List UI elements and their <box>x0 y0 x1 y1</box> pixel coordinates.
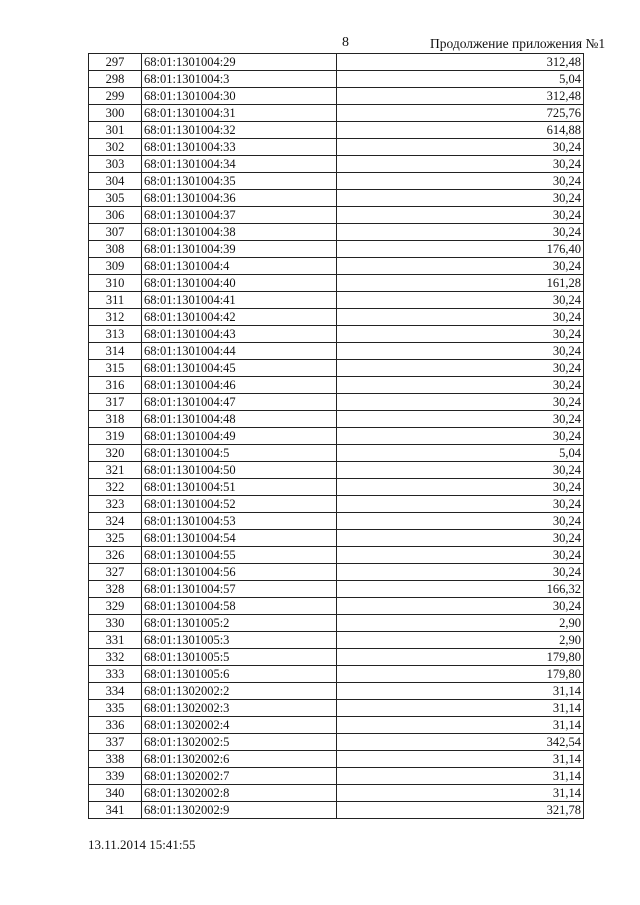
cadastral-number-cell: 68:01:1301004:49 <box>142 428 337 445</box>
area-value-cell: 30,24 <box>337 360 584 377</box>
table-row <box>89 751 584 768</box>
cadastral-number-cell: 68:01:1302002:6 <box>142 751 337 768</box>
cadastral-number-cell: 68:01:1301004:53 <box>142 513 337 530</box>
row-number-cell: 330 <box>89 615 142 632</box>
row-number-cell: 335 <box>89 700 142 717</box>
table-row <box>89 615 584 632</box>
row-number-cell: 322 <box>89 479 142 496</box>
row-number-cell: 325 <box>89 530 142 547</box>
table-row <box>89 802 584 819</box>
area-value-cell: 342,54 <box>337 734 584 751</box>
row-number-cell: 303 <box>89 156 142 173</box>
cadastral-number-cell: 68:01:1301004:3 <box>142 71 337 88</box>
table-row <box>89 513 584 530</box>
cadastral-number-cell: 68:01:1301004:34 <box>142 156 337 173</box>
area-value-cell: 31,14 <box>337 717 584 734</box>
table-row <box>89 258 584 275</box>
table-row <box>89 190 584 207</box>
cadastral-number-cell: 68:01:1301004:47 <box>142 394 337 411</box>
table-row <box>89 445 584 462</box>
row-number-cell: 326 <box>89 547 142 564</box>
table-row <box>89 224 584 241</box>
cadastral-number-cell: 68:01:1301004:38 <box>142 224 337 241</box>
table-row <box>89 547 584 564</box>
row-number-cell: 298 <box>89 71 142 88</box>
registry-table-body <box>89 54 584 819</box>
print-timestamp: 13.11.2014 15:41:55 <box>88 837 196 852</box>
table-row <box>89 479 584 496</box>
cadastral-number-cell: 68:01:1301004:37 <box>142 207 337 224</box>
table-row <box>89 785 584 802</box>
row-number-cell: 297 <box>89 54 142 71</box>
table-row <box>89 411 584 428</box>
area-value-cell: 166,32 <box>337 581 584 598</box>
cadastral-number-cell: 68:01:1301004:55 <box>142 547 337 564</box>
row-number-cell: 309 <box>89 258 142 275</box>
row-number-cell: 310 <box>89 275 142 292</box>
table-row <box>89 54 584 71</box>
row-number-cell: 316 <box>89 377 142 394</box>
cadastral-number-cell: 68:01:1301004:50 <box>142 462 337 479</box>
row-number-cell: 306 <box>89 207 142 224</box>
area-value-cell: 30,24 <box>337 428 584 445</box>
row-number-cell: 332 <box>89 649 142 666</box>
cadastral-number-cell: 68:01:1301004:4 <box>142 258 337 275</box>
area-value-cell: 30,24 <box>337 547 584 564</box>
area-value-cell: 179,80 <box>337 666 584 683</box>
area-value-cell: 30,24 <box>337 309 584 326</box>
area-value-cell: 2,90 <box>337 615 584 632</box>
cadastral-number-cell: 68:01:1302002:8 <box>142 785 337 802</box>
area-value-cell: 2,90 <box>337 632 584 649</box>
cadastral-number-cell: 68:01:1301004:57 <box>142 581 337 598</box>
area-value-cell: 30,24 <box>337 173 584 190</box>
cadastral-number-cell: 68:01:1301004:48 <box>142 411 337 428</box>
area-value-cell: 30,24 <box>337 343 584 360</box>
area-value-cell: 179,80 <box>337 649 584 666</box>
cadastral-number-cell: 68:01:1301005:5 <box>142 649 337 666</box>
area-value-cell: 176,40 <box>337 241 584 258</box>
area-value-cell: 30,24 <box>337 326 584 343</box>
cadastral-number-cell: 68:01:1301004:43 <box>142 326 337 343</box>
area-value-cell: 30,24 <box>337 377 584 394</box>
area-value-cell: 30,24 <box>337 496 584 513</box>
row-number-cell: 339 <box>89 768 142 785</box>
table-row <box>89 241 584 258</box>
table-row <box>89 462 584 479</box>
cadastral-number-cell: 68:01:1301004:51 <box>142 479 337 496</box>
row-number-cell: 340 <box>89 785 142 802</box>
row-number-cell: 333 <box>89 666 142 683</box>
row-number-cell: 313 <box>89 326 142 343</box>
row-number-cell: 305 <box>89 190 142 207</box>
table-row <box>89 632 584 649</box>
area-value-cell: 5,04 <box>337 445 584 462</box>
table-row <box>89 598 584 615</box>
cadastral-number-cell: 68:01:1301004:44 <box>142 343 337 360</box>
table-row <box>89 173 584 190</box>
cadastral-number-cell: 68:01:1301004:36 <box>142 190 337 207</box>
row-number-cell: 323 <box>89 496 142 513</box>
table-row <box>89 207 584 224</box>
table-row <box>89 564 584 581</box>
row-number-cell: 320 <box>89 445 142 462</box>
area-value-cell: 30,24 <box>337 139 584 156</box>
appendix-continuation-label: Продолжение приложения №1 <box>430 36 606 51</box>
row-number-cell: 312 <box>89 309 142 326</box>
area-value-cell: 30,24 <box>337 513 584 530</box>
cadastral-number-cell: 68:01:1301004:52 <box>142 496 337 513</box>
cadastral-number-cell: 68:01:1301004:30 <box>142 88 337 105</box>
table-row <box>89 683 584 700</box>
table-row <box>89 343 584 360</box>
cadastral-number-cell: 68:01:1301004:45 <box>142 360 337 377</box>
cadastral-number-cell: 68:01:1301004:54 <box>142 530 337 547</box>
cadastral-number-cell: 68:01:1302002:3 <box>142 700 337 717</box>
area-value-cell: 161,28 <box>337 275 584 292</box>
cadastral-number-cell: 68:01:1301004:40 <box>142 275 337 292</box>
row-number-cell: 331 <box>89 632 142 649</box>
row-number-cell: 336 <box>89 717 142 734</box>
table-row <box>89 309 584 326</box>
row-number-cell: 315 <box>89 360 142 377</box>
area-value-cell: 30,24 <box>337 462 584 479</box>
row-number-cell: 304 <box>89 173 142 190</box>
row-number-cell: 318 <box>89 411 142 428</box>
cadastral-number-cell: 68:01:1301004:5 <box>142 445 337 462</box>
area-value-cell: 30,24 <box>337 258 584 275</box>
cadastral-number-cell: 68:01:1301004:42 <box>142 309 337 326</box>
row-number-cell: 317 <box>89 394 142 411</box>
area-value-cell: 725,76 <box>337 105 584 122</box>
cadastral-number-cell: 68:01:1302002:7 <box>142 768 337 785</box>
area-value-cell: 31,14 <box>337 751 584 768</box>
area-value-cell: 30,24 <box>337 207 584 224</box>
table-row <box>89 496 584 513</box>
row-number-cell: 341 <box>89 802 142 819</box>
table-row <box>89 666 584 683</box>
row-number-cell: 321 <box>89 462 142 479</box>
row-number-cell: 301 <box>89 122 142 139</box>
cadastral-number-cell: 68:01:1301004:33 <box>142 139 337 156</box>
cadastral-number-cell: 68:01:1301004:32 <box>142 122 337 139</box>
table-row <box>89 156 584 173</box>
row-number-cell: 311 <box>89 292 142 309</box>
row-number-cell: 302 <box>89 139 142 156</box>
table-row <box>89 139 584 156</box>
row-number-cell: 338 <box>89 751 142 768</box>
cadastral-number-cell: 68:01:1301004:46 <box>142 377 337 394</box>
row-number-cell: 328 <box>89 581 142 598</box>
area-value-cell: 31,14 <box>337 768 584 785</box>
cadastral-number-cell: 68:01:1301004:41 <box>142 292 337 309</box>
area-value-cell: 30,24 <box>337 530 584 547</box>
table-row <box>89 428 584 445</box>
cadastral-number-cell: 68:01:1301004:35 <box>142 173 337 190</box>
table-row <box>89 71 584 88</box>
area-value-cell: 30,24 <box>337 292 584 309</box>
cadastral-number-cell: 68:01:1301005:3 <box>142 632 337 649</box>
area-value-cell: 30,24 <box>337 156 584 173</box>
page-number: 8 <box>342 35 349 50</box>
cadastral-number-cell: 68:01:1301004:29 <box>142 54 337 71</box>
area-value-cell: 5,04 <box>337 71 584 88</box>
cadastral-number-cell: 68:01:1301004:58 <box>142 598 337 615</box>
table-row <box>89 105 584 122</box>
cadastral-number-cell: 68:01:1302002:9 <box>142 802 337 819</box>
table-row <box>89 394 584 411</box>
area-value-cell: 30,24 <box>337 598 584 615</box>
area-value-cell: 31,14 <box>337 785 584 802</box>
row-number-cell: 337 <box>89 734 142 751</box>
table-row <box>89 717 584 734</box>
table-row <box>89 88 584 105</box>
table-row <box>89 360 584 377</box>
cadastral-number-cell: 68:01:1301005:6 <box>142 666 337 683</box>
row-number-cell: 300 <box>89 105 142 122</box>
area-value-cell: 30,24 <box>337 411 584 428</box>
area-value-cell: 31,14 <box>337 683 584 700</box>
cadastral-number-cell: 68:01:1301004:56 <box>142 564 337 581</box>
area-value-cell: 312,48 <box>337 54 584 71</box>
cadastral-number-cell: 68:01:1302002:2 <box>142 683 337 700</box>
area-value-cell: 614,88 <box>337 122 584 139</box>
table-row <box>89 326 584 343</box>
area-value-cell: 31,14 <box>337 700 584 717</box>
cadastral-number-cell: 68:01:1301004:31 <box>142 105 337 122</box>
area-value-cell: 30,24 <box>337 479 584 496</box>
cadastral-number-cell: 68:01:1302002:5 <box>142 734 337 751</box>
table-row <box>89 700 584 717</box>
cadastral-number-cell: 68:01:1302002:4 <box>142 717 337 734</box>
row-number-cell: 307 <box>89 224 142 241</box>
table-row <box>89 275 584 292</box>
area-value-cell: 312,48 <box>337 88 584 105</box>
row-number-cell: 314 <box>89 343 142 360</box>
table-row <box>89 768 584 785</box>
row-number-cell: 308 <box>89 241 142 258</box>
table-row <box>89 734 584 751</box>
area-value-cell: 30,24 <box>337 564 584 581</box>
row-number-cell: 299 <box>89 88 142 105</box>
row-number-cell: 319 <box>89 428 142 445</box>
table-row <box>89 530 584 547</box>
row-number-cell: 329 <box>89 598 142 615</box>
table-row <box>89 122 584 139</box>
cadastral-registry-table <box>88 53 584 819</box>
row-number-cell: 334 <box>89 683 142 700</box>
area-value-cell: 321,78 <box>337 802 584 819</box>
cadastral-number-cell: 68:01:1301005:2 <box>142 615 337 632</box>
area-value-cell: 30,24 <box>337 394 584 411</box>
table-row <box>89 292 584 309</box>
area-value-cell: 30,24 <box>337 224 584 241</box>
table-row <box>89 649 584 666</box>
cadastral-number-cell: 68:01:1301004:39 <box>142 241 337 258</box>
row-number-cell: 324 <box>89 513 142 530</box>
area-value-cell: 30,24 <box>337 190 584 207</box>
row-number-cell: 327 <box>89 564 142 581</box>
table-row <box>89 581 584 598</box>
table-row <box>89 377 584 394</box>
